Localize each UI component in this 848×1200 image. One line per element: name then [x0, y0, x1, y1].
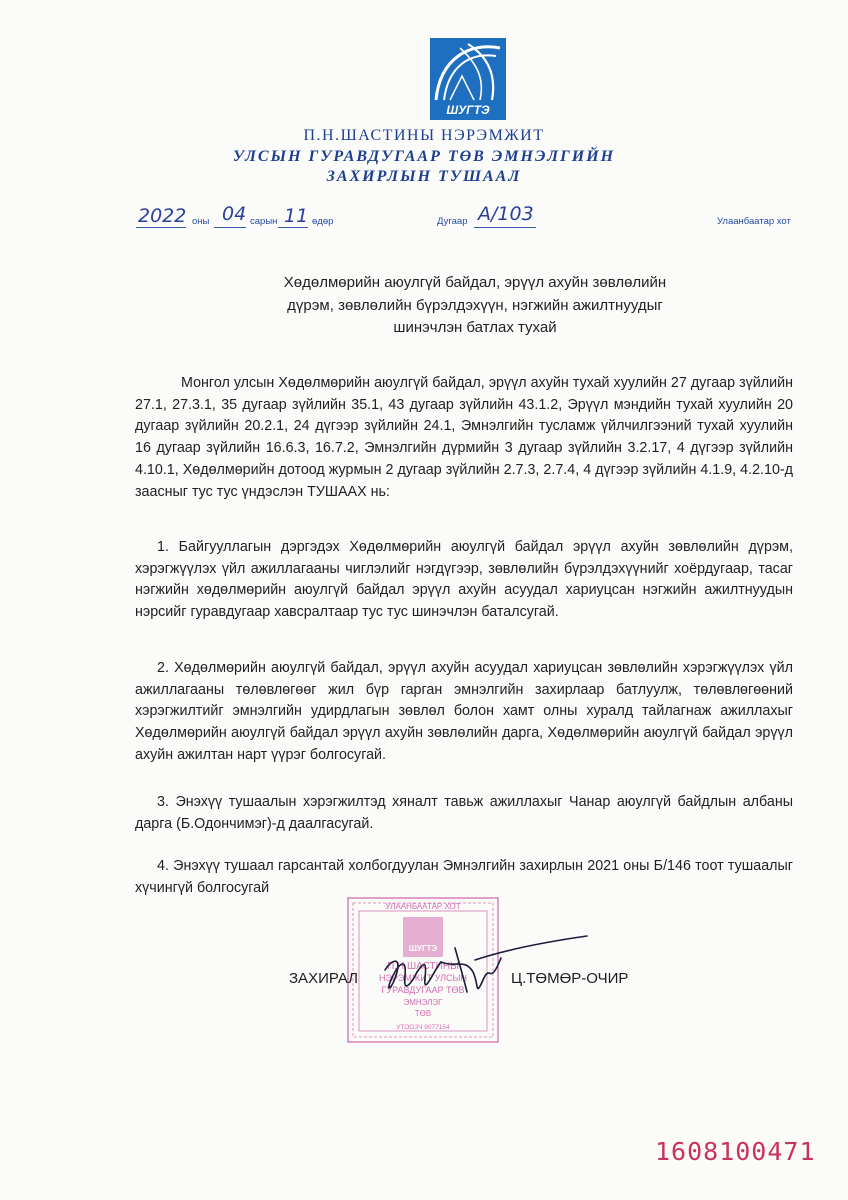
day-underline	[278, 227, 308, 228]
order-number: А/103	[478, 203, 534, 225]
order-item-3: 3. Энэхүү тушаалын хэрэгжилтэд хяналт тавьж ажиллахыг Чанар аюулгүй байдлын албаны дарга (Б.Одончимэг)-д даалгасугай.	[135, 794, 793, 832]
signatory-name: Ц.ТӨМӨР-ОЧИР	[511, 970, 629, 987]
handwritten-signature	[355, 928, 595, 1008]
subject-line-2: дүрэм, зөвлөлийн бүрэлдэхүүн, нэгжийн ажилтнуудыг	[287, 296, 663, 314]
stamp-line-2: НЭРЭМЖИТ УЛСЫН	[378, 973, 468, 983]
order-type-title: ЗАХИРЛЫН ТУШААЛ	[326, 168, 522, 185]
order-subject	[240, 272, 710, 340]
year-underline	[136, 227, 186, 228]
month-suffix: сарын	[250, 216, 278, 227]
order-item-2: 2. Хөдөлмөрийн аюулгүй байдал, эрүүл ахуйн асуудал хариуцсан зөвлөлийн хэрэгжүүлэх үйл ажиллагааны төлөвлөгөөг жил бүр гарган эмнэлгийн захирлаар батлуулж, төлөвлөгөөний хэрэгжилтийг эмнэлгийн удирдлагын зөвлөл болон хамт олны хуралд тайлагнаж ажиллахыг Хөдөлмөрийн аюулгүй байдал эрүүл ахуйн зөвлөлийн дарга, Хөдөлмөрийн аюулгүй байдал эрүүл ахуйн ажилтан нарт үүрэг болгосугай.	[135, 660, 793, 763]
stamp-top-text: УЛААНБААТАР ХОТ	[385, 902, 461, 911]
number-label: Дугаар	[437, 216, 468, 227]
logo-text: ШУГТЭ	[446, 103, 490, 117]
order-item-4: 4. Энэхүү тушаал гарсантай холбогдуулан Эмнэлгийн захирлын 2021 оны Б/146 тоот тушаалыг хүчингүй болгосугай	[135, 858, 793, 896]
day-suffix: өдөр	[312, 216, 334, 227]
stamp-logo-text: ШУГТЭ	[408, 944, 438, 953]
stamp-line-4: ЭМНЭЛЭГ	[403, 998, 443, 1007]
date-month: 04	[222, 203, 247, 225]
institution-name: П.Н.ШАСТИНЫ НЭРЭМЖИТ	[303, 127, 545, 144]
date-year: 2022	[138, 205, 187, 227]
city-label: Улаанбаатар хот	[717, 216, 791, 227]
stamp-line-5: ТӨВ	[414, 1009, 432, 1018]
document-serial-number: 1608100471	[655, 1137, 816, 1166]
stamp-line-1: П.Н.ШАСТИНЫ	[387, 961, 459, 972]
hospital-name: УЛСЫН ГУРАВДУГААР ТӨВ ЭМНЭЛГИЙН	[232, 148, 616, 165]
number-underline	[474, 227, 536, 228]
subject-line-3: шинэчлэн батлах тухай	[393, 319, 557, 336]
organization-logo	[430, 38, 506, 120]
date-day: 11	[284, 205, 309, 227]
order-item-1: 1. Байгууллагын дэргэдэх Хөдөлмөрийн аюулгүй байдал эрүүл ахуйн зөвлөлийн дүрэм, хэрэгжүүлэх үйл ажиллагааны чиглэлийг нэгдүгээр, зөвлөлийн бүрэлдэхүүнийг хоёрдугаар, тасаг нэгжийн хөдөлмөрийн аюулгүй байдал эрүүл ахуйн асуудал хариуцсан нэгжийн ажилтнуудын нэрсийг гуравдугаар хавсралтаар тус тус шинэчлэн баталсугай.	[135, 539, 793, 621]
subject-line-1: Хөдөлмөрийн аюулгүй байдал, эрүүл ахуйн зөвлөлийн	[283, 274, 667, 291]
stamp-line-3: ГУРАВДУГААР ТӨВ	[381, 985, 465, 995]
signatory-title: ЗАХИРАЛ	[289, 970, 359, 987]
preamble-paragraph: Монгол улсын Хөдөлмөрийн аюулгүй байдал, эрүүл ахуйн тухай хуулийн 27 дугаар зүйлийн 27.1, 27.3.1, 35 дугаар зүйлийн 35.1, 43 дугаар зүйлийн 43.1.2, Эрүүл мэндийн тухай хуулийн 20 дугаар зүйлийн 20.2.1, 24 дүгээр зүйлийн 24.1, Эмнэлгийн тусламж үйлчилгээний тухай хуулийн 16 дугаар зүйлийн 16.6.3, 16.7.2, Эмнэлгийн дүрмийн 3 дугаар зүйлийн 3.2.17, 4 дүгээр зүйлийн 4.10.1, Хөдөлмөрийн дотоод журмын 2 дугаар зүйлийн 2.7.3, 2.7.4, 4 дүгээр зүйлийн 4.1.9, 4.2.10-д заасныг тус тус үндэслэн ТУШААХ нь:	[135, 375, 793, 500]
year-suffix: оны	[192, 216, 210, 227]
stamp-registration: УТООЗЧ 9077154	[396, 1024, 450, 1031]
month-underline	[214, 227, 246, 228]
